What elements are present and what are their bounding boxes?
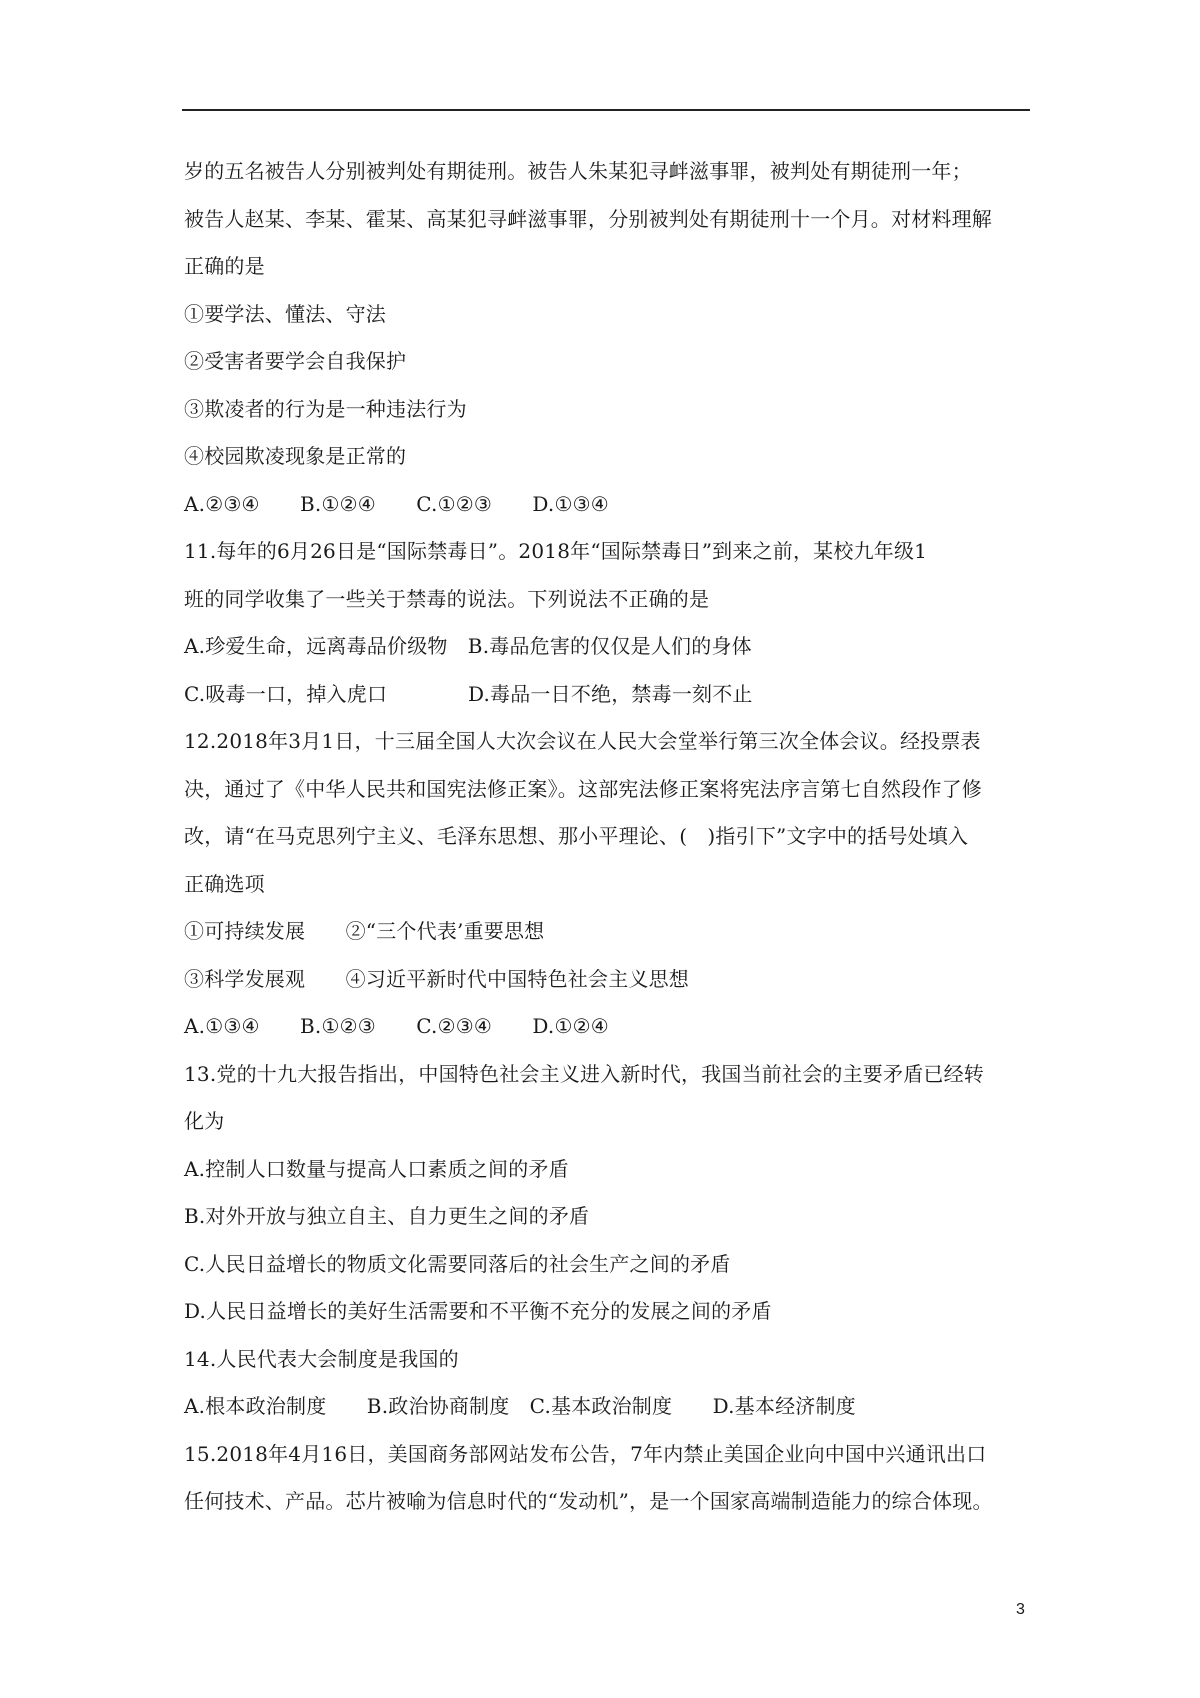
text-line: 任何技术、产品。芯片被喻为信息时代的“发动机”，是一个国家高端制造能力的综合体现。 [184,1489,993,1513]
document-body [184,148,1030,1526]
answer-choice: C.人民日益增长的物质文化需要同落后的社会生产之间的矛盾 [184,1251,731,1276]
text-line: 岁的五名被告人分别被判处有期徒刑。被告人朱某犯寻衅滋事罪，被判处有期徒刑一年； [184,159,972,183]
option-statement: ③欺凌者的行为是一种违法行为 [184,396,467,421]
question-15: 15.2018年4月16日，美国商务部网站发布公告，7年内禁止美国企业向中国中兴通讯出口 [184,1441,987,1466]
text-line: 决，通过了《中华人民共和国宪法修正案》。这部宪法修正案将宪法序言第七自然段作了修 [184,776,982,801]
question-12: 12.2018年3月1日，十三届全国人大次会议在人民大会堂举行第三次全体会议。经投票表 [184,729,981,753]
option-statement: ①可持续发展 ②“三个代表’重要思想 [184,919,545,943]
question-11: 11.每年的6月26日是“国际禁毒日”。2018年“国际禁毒日”到来之前，某校九年级1 [184,539,928,563]
text-line: 正确的是 [184,254,265,278]
text-line: 化为 [184,1109,225,1133]
answer-choices: A.珍爱生命，远离毒品价级物 B.毒品危害的仅仅是人们的身体 [184,634,752,658]
answer-choices: A.根本政治制度 B.政治协商制度 C.基本政治制度 D.基本经济制度 [184,1394,856,1418]
answer-choices: A.①③④ B.①②③ C.②③④ D.①②④ [184,1014,609,1038]
question-14: 14.人民代表大会制度是我国的 [184,1346,459,1371]
answer-choice: A.控制人口数量与提高人口素质之间的矛盾 [184,1156,569,1181]
page-number: 3 [1016,1601,1025,1618]
answer-choice: B.对外开放与独立自主、自力更生之间的矛盾 [184,1204,590,1228]
option-statement: ④校园欺凌现象是正常的 [184,444,407,468]
text-line: 班的同学收集了一些关于禁毒的说法。下列说法不正确的是 [184,586,710,611]
answer-choices: A.②③④ B.①②④ C.①②③ D.①③④ [184,491,609,516]
answer-choice: D.人民日益增长的美好生活需要和不平衡不充分的发展之间的矛盾 [184,1299,772,1323]
option-statement: ②受害者要学会自我保护 [184,349,407,373]
text-line: 改，请“在马克思列宁主义、毛泽东思想、那小平理论、( )指引下”文字中的括号处填入 [184,824,969,848]
answer-choices: C.吸毒一口，掉入虎口 D.毒品一日不绝，禁毒一刻不止 [184,681,753,706]
text-line: 被告人赵某、李某、霍某、高某犯寻衅滋事罪，分别被判处有期徒刑十一个月。对材料理解 [184,206,992,231]
header-rule [182,109,1030,111]
question-13: 13.党的十九大报告指出，中国特色社会主义进入新时代，我国当前社会的主要矛盾已经转 [184,1061,985,1086]
text-line: 正确选项 [184,871,265,896]
option-statement: ①要学法、懂法、守法 [184,301,386,326]
option-statement: ③科学发展观 ④习近平新时代中国特色社会主义思想 [184,966,689,991]
